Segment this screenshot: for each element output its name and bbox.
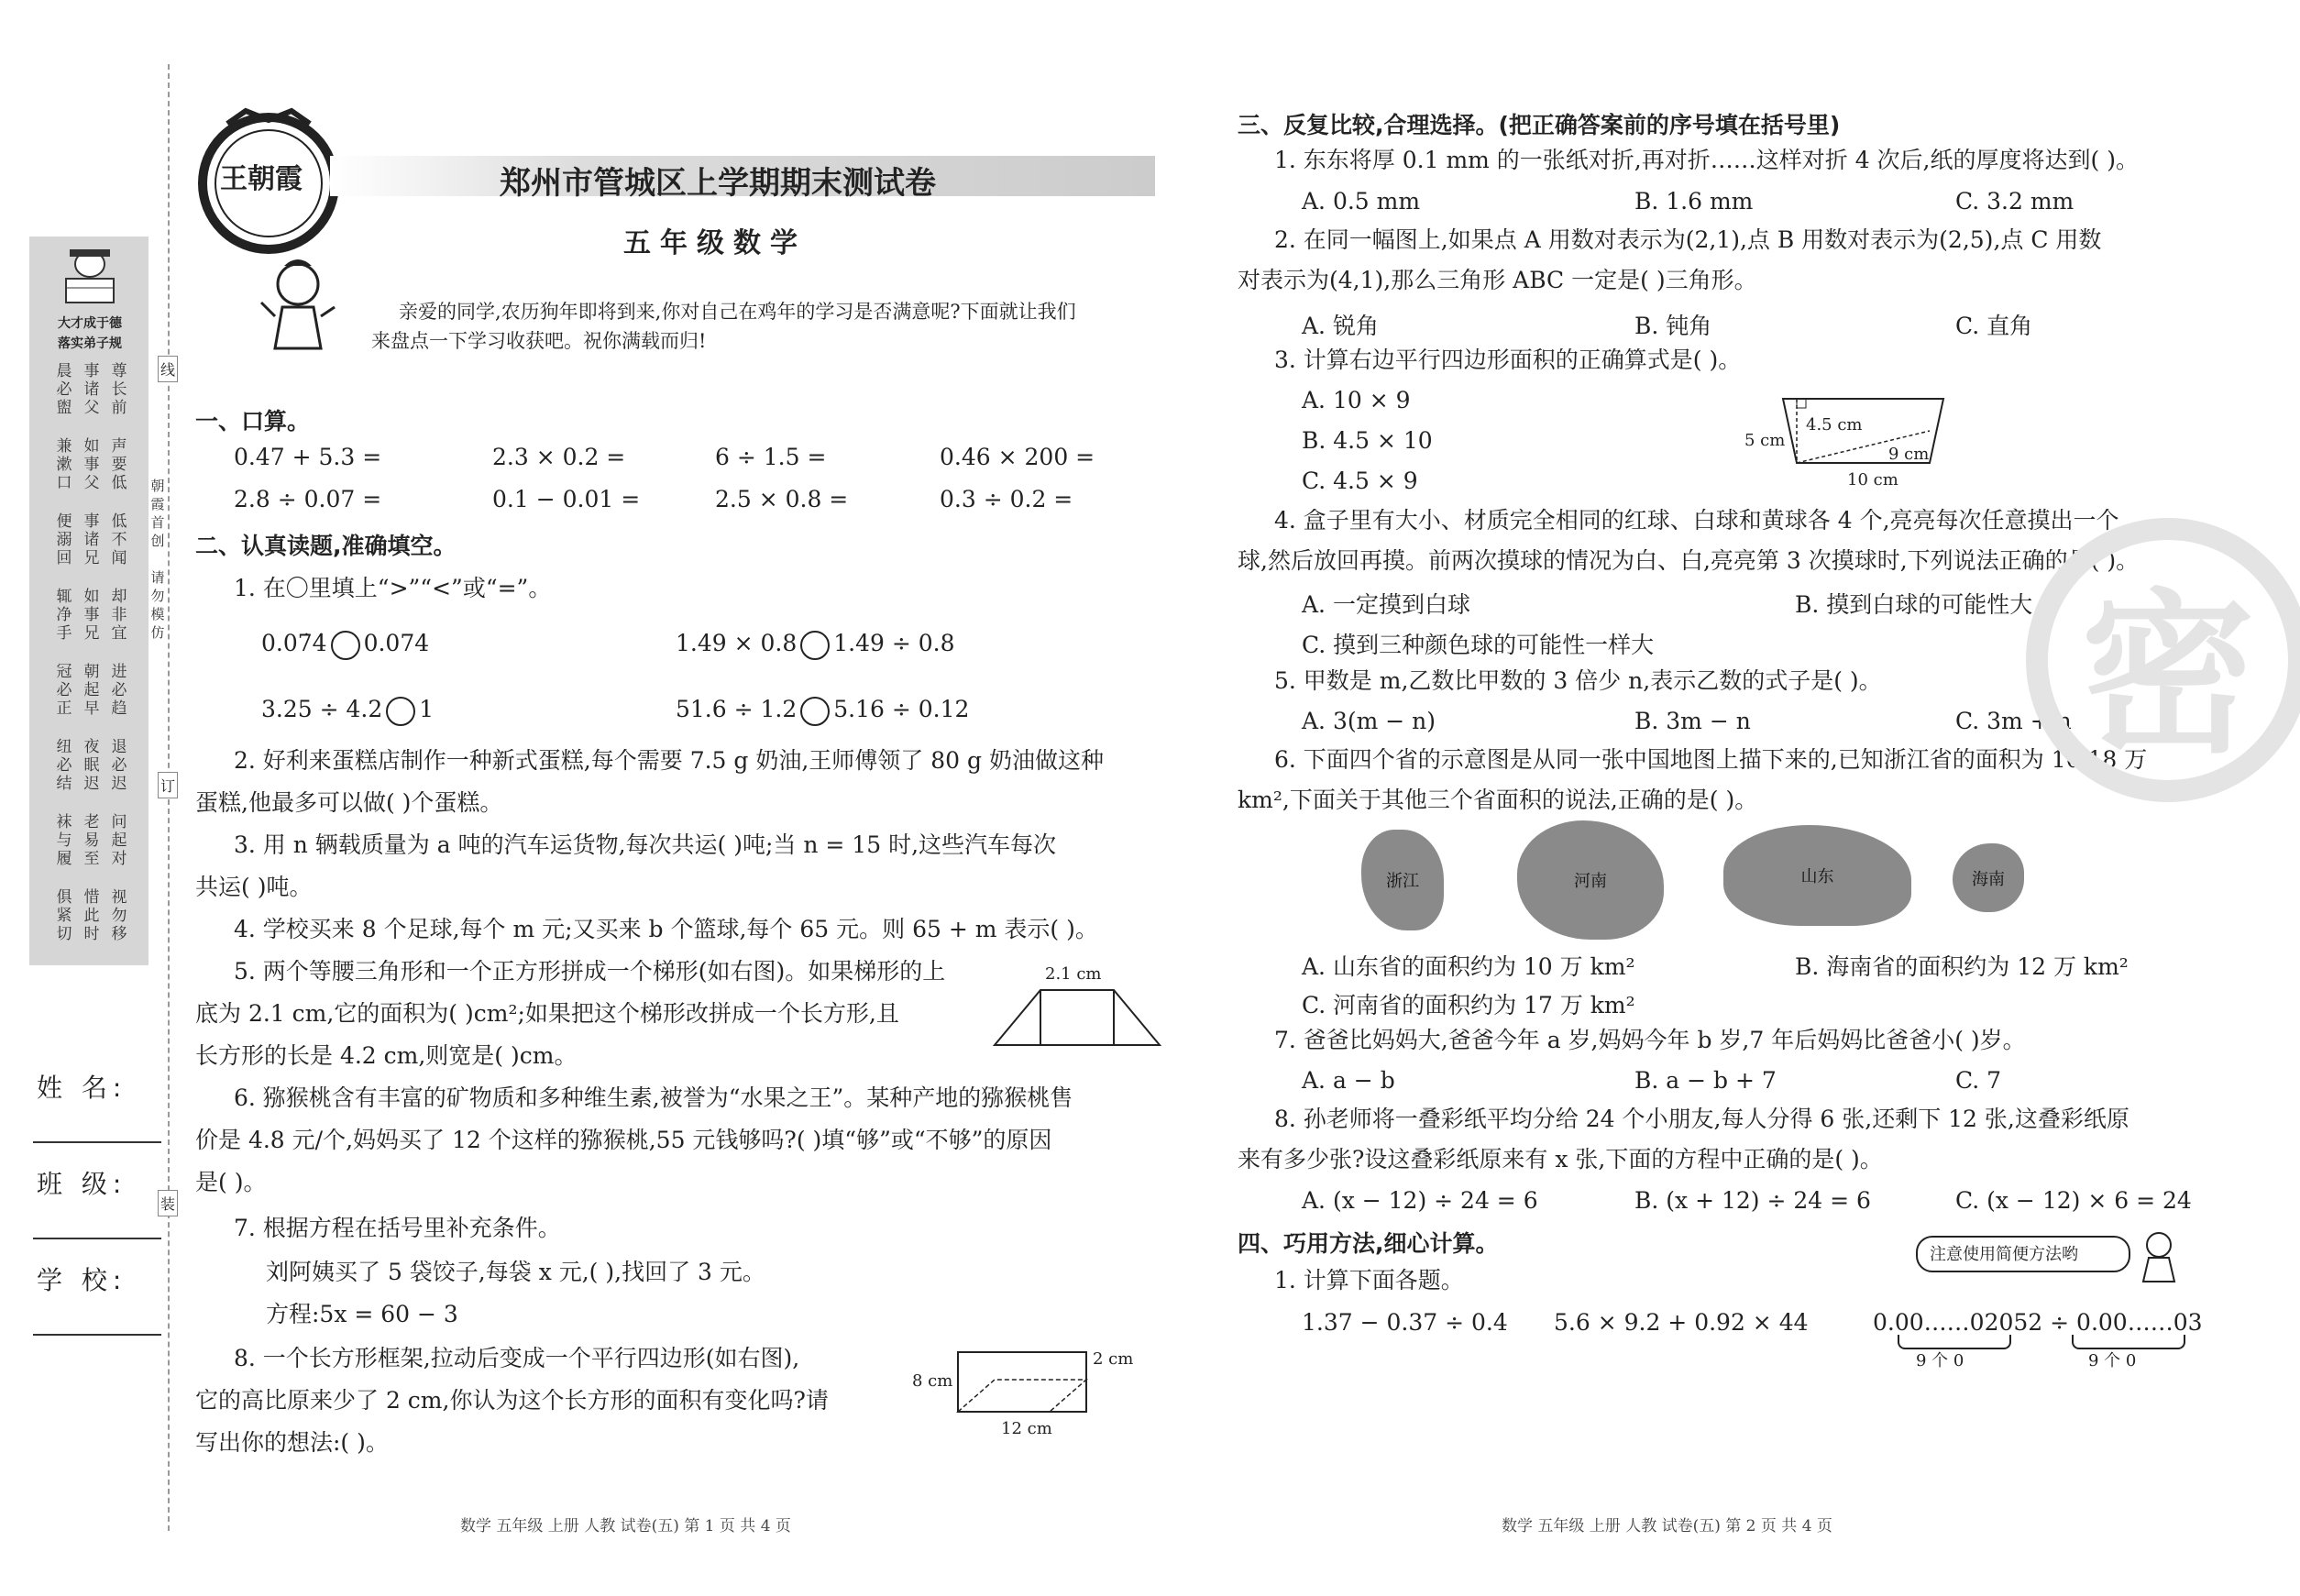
q1a-right: 0.074 <box>363 630 430 656</box>
s2-q1d <box>676 694 969 726</box>
brace-1-label: 9 个 0 <box>1916 1351 1964 1370</box>
s2-q6-line1: 6. 猕猴桃含有丰富的矿物质和多种维生素,被誉为“水果之王”。某种产地的猕猴桃售 <box>234 1084 1073 1111</box>
sidebar-column: 冠必正 <box>56 663 72 718</box>
s3-q3-opt-c: C. 4.5 × 9 <box>1302 468 1418 494</box>
map-hainan <box>1953 843 2024 912</box>
sidebar-column: 视勿移 <box>111 888 127 943</box>
oral-calc-8: 0.3 ÷ 0.2 = <box>940 486 1073 512</box>
s2-q8-line2: 它的高比原来少了 2 cm,你认为这个长方形的面积有变化吗?请 <box>195 1387 829 1414</box>
sidebar-column: 事诸父 <box>83 362 100 417</box>
vertical-note2: 请勿模仿 <box>150 569 165 641</box>
s3-q1-opt-b: B. 1.6 mm <box>1634 188 1754 215</box>
s3-q1-opt-a: A. 0.5 mm <box>1302 188 1421 215</box>
q1d-right: 5.16 ÷ 0.12 <box>833 696 970 722</box>
sidebar-column: 退必迟 <box>111 738 127 793</box>
s2-q2-line1: 2. 好利来蛋糕店制作一种新式蛋糕,每个需要 7.5 g 奶油,王师傅领了 80 g 奶油做这种 <box>234 747 1104 774</box>
s3-q1-opt-c: C. 3.2 mm <box>1955 188 2074 215</box>
s2-q3-line1: 3. 用 n 辆载质量为 a 吨的汽车运货物,每次共运( )吨;当 n = 15 时,这些汽车每次 <box>234 831 1057 858</box>
name-label: 姓 名: <box>37 1073 127 1103</box>
section4-title: 四、巧用方法,细心计算。 <box>1238 1230 1499 1257</box>
intro-line1: 亲爱的同学,农历狗年即将到来,你对自己在鸡年的学习是否满意呢?下面就让我们 <box>399 301 1076 323</box>
s2-q1b <box>676 628 955 660</box>
s3-q5-opt-c: C. 3m + n <box>1955 708 2072 734</box>
s3-q5-opt-a: A. 3(m − n) <box>1302 708 1436 734</box>
s4-calc-1: 1.37 − 0.37 ÷ 0.4 <box>1302 1309 1508 1336</box>
s3-q7-opt-c: C. 7 <box>1955 1067 2002 1094</box>
sidebar-column: 却非宜 <box>111 588 127 643</box>
q1c-right: 1 <box>419 696 435 722</box>
s2-q7-line3: 方程:5x = 60 − 3 <box>266 1301 458 1327</box>
s3-q8-opt-c: C. (x − 12) × 6 = 24 <box>1955 1187 2192 1214</box>
parallelogram-left-label: 8 cm <box>912 1371 953 1391</box>
parallelogram-bottom-label: 12 cm <box>1001 1419 1052 1438</box>
q3-label-45cm: 4.5 cm <box>1806 415 1863 435</box>
exam-subtitle: 五年级数学 <box>623 227 807 259</box>
oral-calc-3: 6 ÷ 1.5 = <box>715 444 827 470</box>
vertical-note1: 朝霞首创 <box>150 478 165 549</box>
sidebar-column: 惜此时 <box>83 888 100 943</box>
map-hainan-label: 海南 <box>1972 869 2005 889</box>
oral-calc-5: 2.8 ÷ 0.07 = <box>234 486 382 512</box>
parallelogram-figure <box>953 1348 1091 1416</box>
q3-label-9cm: 9 cm <box>1888 445 1930 464</box>
trapezoid-label: 2.1 cm <box>1045 964 1102 984</box>
section2-title: 二、认真读题,准确填空。 <box>195 533 457 559</box>
s3-q4-opt-c: C. 摸到三种颜色球的可能性一样大 <box>1302 632 1655 658</box>
s2-q6-line2: 价是 4.8 元/个,妈妈买了 12 个这样的猕猴桃,55 元钱够吗?( )填“够”或“不够”的原因 <box>195 1127 1052 1153</box>
oral-calc-7: 2.5 × 0.8 = <box>715 486 849 512</box>
s2-q2-line2: 蛋糕,他最多可以做( )个蛋糕。 <box>195 789 503 816</box>
mascot-icon <box>257 257 339 362</box>
oral-calc-1: 0.47 + 5.3 = <box>234 444 382 470</box>
sidebar-column: 事诸兄 <box>83 512 100 567</box>
sidebar-columns <box>46 362 138 949</box>
school-label: 学 校: <box>37 1265 127 1295</box>
q1b-left: 1.49 × 0.8 <box>676 630 798 656</box>
sidebar-column: 纽必结 <box>56 738 72 793</box>
s3-q1: 1. 东东将厚 0.1 mm 的一张纸对折,再对折……这样对折 4 次后,纸的厚度将达到( )。 <box>1274 147 2139 173</box>
sidebar-column: 尊长前 <box>111 362 127 417</box>
s3-q3-opt-a: A. 10 × 9 <box>1302 387 1411 413</box>
q3-label-10cm: 10 cm <box>1847 470 1898 490</box>
map-zhejiang <box>1361 830 1444 930</box>
footer-right: 数学 五年级 上册 人教 试卷(五) 第 2 页 共 4 页 <box>1502 1517 1832 1535</box>
s2-q3-line2: 共运( )吨。 <box>195 874 313 900</box>
sidebar-motto1: 大才成于德 <box>58 316 122 331</box>
q3-label-5cm: 5 cm <box>1744 431 1786 450</box>
sidebar-column: 如事父 <box>83 437 100 492</box>
sidebar-column: 如事兄 <box>83 588 100 643</box>
sidebar-column: 老易至 <box>83 813 100 868</box>
section1-title: 一、口算。 <box>195 408 311 435</box>
sidebar-column: 朝起早 <box>83 663 100 718</box>
s3-q7-opt-b: B. a − b + 7 <box>1634 1067 1777 1094</box>
cut-mark-3: 装 <box>158 1190 178 1216</box>
brace-2-label: 9 个 0 <box>2088 1351 2137 1370</box>
sidebar-column: 便溺回 <box>56 512 72 567</box>
s2-q8-line3: 写出你的想法:( )。 <box>195 1429 389 1456</box>
q1d-left: 51.6 ÷ 1.2 <box>676 696 798 722</box>
s4-calc-3: 0.00……02052 ÷ 0.00……03 <box>1873 1309 2203 1336</box>
s2-q6-line3: 是( )。 <box>195 1169 267 1195</box>
s3-q7: 7. 爸爸比妈妈大,爸爸今年 a 岁,妈妈今年 b 岁,7 年后妈妈比爸爸小( )岁。 <box>1274 1027 2026 1053</box>
s3-q6-opt-a: A. 山东省的面积约为 10 万 km² <box>1302 953 1635 980</box>
s2-q1c <box>261 694 434 726</box>
section3-title: 三、反复比较,合理选择。(把正确答案前的序号填在括号里) <box>1238 112 1841 138</box>
s4-calc-2: 5.6 × 9.2 + 0.92 × 44 <box>1554 1309 1809 1336</box>
map-shandong <box>1723 825 1911 926</box>
sidebar-column: 低不闻 <box>111 512 127 567</box>
sidebar-column: 俱紧切 <box>56 888 72 943</box>
s2-q8-line1: 8. 一个长方形框架,拉动后变成一个平行四边形(如右图), <box>234 1345 800 1371</box>
s3-q4-line2: 球,然后放回再摸。前两次摸球的情况为白、白,亮亮第 3 次摸球时,下列说法正确的是( )。 <box>1238 547 2140 574</box>
sidebar-column: 问起对 <box>111 813 127 868</box>
footer-left: 数学 五年级 上册 人教 试卷(五) 第 1 页 共 4 页 <box>460 1517 791 1535</box>
compare-circle-4[interactable] <box>800 697 830 726</box>
map-zhejiang-label: 浙江 <box>1386 872 1419 891</box>
s3-q8-opt-b: B. (x + 12) ÷ 24 = 6 <box>1634 1187 1871 1214</box>
s2-q1: 1. 在〇里填上“>”“<”或“=”。 <box>234 575 552 601</box>
s2-q4: 4. 学校买来 8 个足球,每个 m 元;又买来 b 个篮球,每个 65 元。则 65 + m 表示( )。 <box>234 916 1098 942</box>
s3-q6-opt-c: C. 河南省的面积约为 17 万 km² <box>1302 992 1635 1018</box>
map-henan-label: 河南 <box>1574 872 1607 891</box>
name-line[interactable] <box>33 1141 161 1143</box>
s3-q6-line2: km²,下面关于其他三个省面积的说法,正确的是( )。 <box>1238 787 1758 813</box>
parallelogram-right-label: 2 cm <box>1093 1349 1134 1369</box>
q1a-left: 0.07̇4̇ <box>261 630 327 656</box>
s3-q8-line1: 8. 孙老师将一叠彩纸平均分给 24 个小朋友,每人分得 6 张,还剩下 12 张,这叠彩纸原 <box>1274 1106 2129 1132</box>
s3-q5: 5. 甲数是 m,乙数比甲数的 3 倍少 n,表示乙数的式子是( )。 <box>1274 667 1882 694</box>
scholar-icon <box>53 246 127 310</box>
map-shandong-label: 山东 <box>1800 867 1834 886</box>
class-label: 班 级: <box>37 1169 127 1199</box>
tip-text: 注意使用简便方法哟 <box>1930 1245 2078 1264</box>
school-line[interactable] <box>33 1334 161 1336</box>
sidebar-column: 辄净手 <box>56 588 72 643</box>
compare-circle-1[interactable] <box>331 631 360 660</box>
s3-q6-line1: 6. 下面四个省的示意图是从同一张中国地图上描下来的,已知浙江省的面积为 10.18 万 <box>1274 746 2148 773</box>
map-henan <box>1517 820 1664 940</box>
s3-q4-opt-b: B. 摸到白球的可能性大 <box>1795 591 2033 618</box>
s2-q7-line1: 7. 根据方程在括号里补充条件。 <box>234 1215 561 1241</box>
logo-text: 王朝霞 <box>220 163 303 195</box>
sidebar-column: 袜与履 <box>56 813 72 868</box>
s2-q5-line1: 5. 两个等腰三角形和一个正方形拼成一个梯形(如右图)。如果梯形的上 <box>234 958 946 985</box>
s2-q7-line2: 刘阿姨买了 5 袋饺子,每袋 x 元,( ),找回了 3 元。 <box>266 1259 765 1285</box>
s3-q2-opt-c: C. 直角 <box>1955 313 2033 339</box>
s2-q1a <box>261 628 429 660</box>
oral-calc-6: 0.1 − 0.01 = <box>492 486 641 512</box>
s3-q8-opt-a: A. (x − 12) ÷ 24 = 6 <box>1302 1187 1538 1214</box>
sidebar-motto2: 落实弟子规 <box>58 336 122 351</box>
s4-q1: 1. 计算下面各题。 <box>1274 1267 1464 1293</box>
cut-mark-2: 订 <box>158 772 178 798</box>
s3-q4-line1: 4. 盒子里有大小、材质完全相同的红球、白球和黄球各 4 个,亮亮每次任意摸出一个 <box>1274 507 2119 534</box>
sidebar-column: 声要低 <box>111 437 127 492</box>
s3-q3: 3. 计算右边平行四边形面积的正确算式是( )。 <box>1274 347 1742 373</box>
s3-q2-opt-a: A. 锐角 <box>1302 313 1379 339</box>
watermark-text: 密 <box>2080 573 2255 776</box>
sidebar-column: 进必趋 <box>111 663 127 718</box>
s3-q3-opt-b: B. 4.5 × 10 <box>1302 427 1433 454</box>
confidential-watermark <box>2026 518 2300 802</box>
s3-q7-opt-a: A. a − b <box>1302 1067 1395 1094</box>
cartoon-icon <box>2136 1228 2182 1283</box>
sidebar-column: 夜眠迟 <box>83 738 100 793</box>
class-line[interactable] <box>33 1238 161 1239</box>
compare-circle-2[interactable] <box>800 631 830 660</box>
s3-q2-line1: 2. 在同一幅图上,如果点 A 用数对表示为(2,1),点 B 用数对表示为(2,5),点 C 用数 <box>1274 226 2102 253</box>
s3-q5-opt-b: B. 3m − n <box>1634 708 1751 734</box>
q1b-right: 1.49 ÷ 0.8 <box>833 630 955 656</box>
sidebar-column: 晨必盥 <box>56 362 72 417</box>
cut-mark-1: 线 <box>158 356 178 382</box>
q1c-left: 3.25 ÷ 4.2 <box>261 696 383 722</box>
s2-q5-line3: 长方形的长是 4.2 cm,则宽是( )cm。 <box>195 1042 578 1069</box>
s3-q2-line2: 对表示为(4,1),那么三角形 ABC 一定是( )三角形。 <box>1238 267 1757 293</box>
intro-line2: 来盘点一下学习收获吧。祝你满载而归! <box>371 330 707 352</box>
s3-q6-opt-b: B. 海南省的面积约为 12 万 km² <box>1795 953 2129 980</box>
sidebar-column: 兼漱口 <box>56 437 72 492</box>
exam-title: 郑州市管城区上学期期末测试卷 <box>500 165 936 202</box>
oral-calc-2: 2.3 × 0.2 = <box>492 444 626 470</box>
s3-q2-opt-b: B. 钝角 <box>1634 313 1712 339</box>
s2-q5-line2: 底为 2.1 cm,它的面积为( )cm²;如果把这个梯形改拼成一个长方形,且 <box>195 1000 899 1027</box>
compare-circle-3[interactable] <box>386 697 415 726</box>
s3-q4-opt-a: A. 一定摸到白球 <box>1302 591 1470 618</box>
oral-calc-4: 0.46 × 200 = <box>940 444 1095 470</box>
s3-q8-line2: 来有多少张?设这叠彩纸原来有 x 张,下面的方程中正确的是( )。 <box>1238 1146 1883 1172</box>
